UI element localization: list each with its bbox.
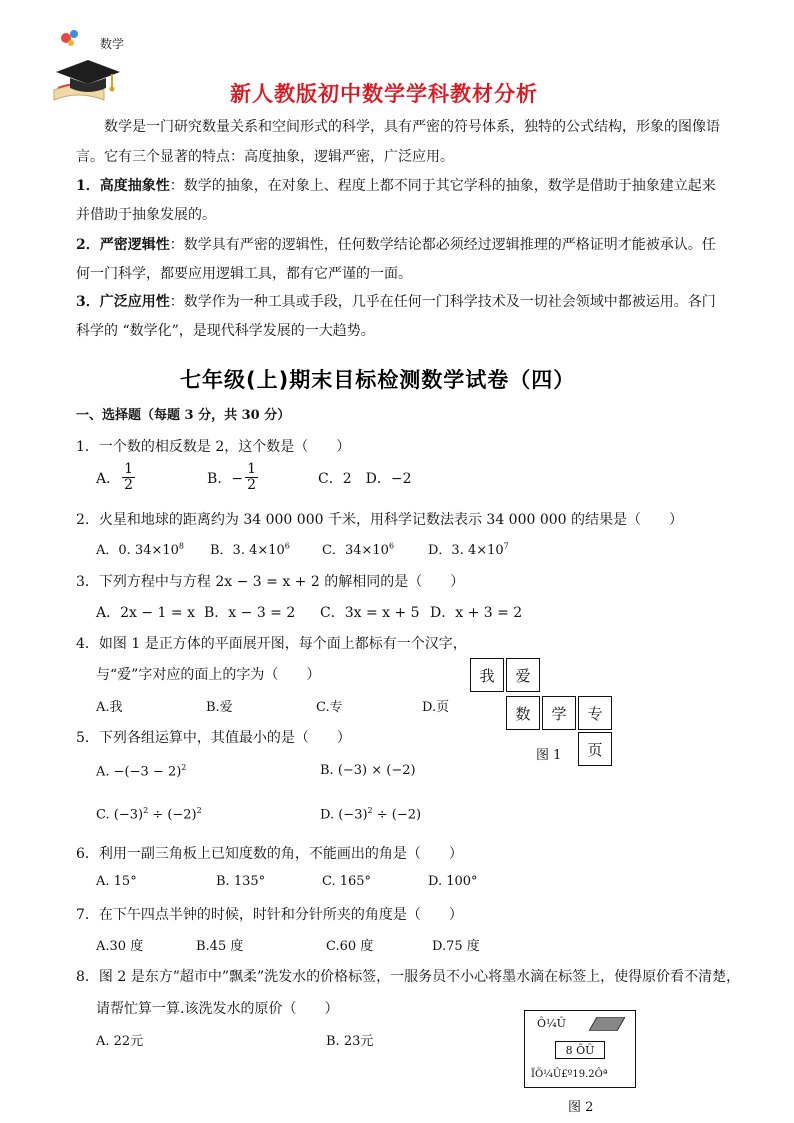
feature-2	[76, 234, 716, 254]
feature-1-line2: 并借助于抽象发展的。	[76, 207, 216, 223]
q4-option-d: D.页	[422, 700, 450, 715]
question-5: 5．下列各组运算中，其值最小的是（ ）	[76, 730, 351, 746]
header-title: 新人教版初中数学学科教材分析	[230, 82, 538, 106]
feature-2-text: ：数学具有严密的逻辑性，任何数学结论都必须经过逻辑推理的严格证明才能被承认。任	[169, 237, 716, 253]
intro-paragraph-line1: 数学是一门研究数量关系和空间形式的科学，具有严密的符号体系，独特的公式结构，形象的图像语	[104, 119, 720, 135]
q4-option-a: A.我	[96, 700, 123, 715]
net-cell: 页	[578, 732, 612, 766]
q7-option-a: A.30 度	[96, 939, 144, 954]
fraction-numerator: 1	[124, 461, 134, 477]
q2-option-b: B．3. $4\times 10^6$	[210, 541, 290, 558]
q2-option-d: D．3. $4\times 10^7$	[428, 541, 509, 558]
feature-2-line2: 何一门科学，都要应用逻辑工具，都有它严谨的一面。	[76, 266, 412, 282]
q1-option-a-fraction	[122, 462, 135, 494]
tag-current-price: ÏÖ¼Û£º19.2Ôª	[531, 1069, 608, 1080]
q1-option-a-label: A．	[96, 470, 121, 487]
fraction-denominator: 2	[247, 477, 256, 494]
feature-1-text: ：数学的抽象，在对象上、程度上都不同于其它学科的抽象，数学是借助于抽象建立起来	[169, 178, 716, 194]
q6-option-b: B. 135°	[216, 874, 266, 889]
q8-option-a: A. 22元	[96, 1034, 144, 1049]
fraction-numerator: 1	[247, 461, 256, 477]
question-8-line2: 请帮忙算一算.该洗发水的原价（ ）	[96, 1001, 339, 1017]
q4-option-c: C.专	[316, 700, 343, 715]
q1-options	[96, 462, 411, 494]
question-4: 4．如图 1 是正方体的平面展开图，每个面上都标有一个汉字，	[76, 636, 467, 652]
tag-discount-box	[555, 1041, 605, 1059]
q7-option-c: C.60 度	[326, 939, 374, 954]
q3-option-d: D．x + 3 = 2	[430, 605, 523, 621]
section-heading: 一、选择题（每题 3 分，共 30 分）	[76, 408, 291, 423]
ink-blot-parallelogram	[589, 1017, 625, 1031]
net-cell: 专	[578, 696, 612, 730]
q2-option-c: C．$34\times 10^6$	[322, 541, 395, 558]
q2-option-a: A．0. $34\times 10^8$	[96, 541, 184, 558]
q5-option-c: C. $(-3)^2 \div (-2)^2$	[96, 806, 202, 823]
net-cell: 学	[542, 696, 576, 730]
question-7: 7．在下午四点半钟的时候，时针和分针所夹的角度是（ ）	[76, 907, 463, 923]
q3-option-c: C．3x = x + 5	[320, 605, 420, 621]
question-6: 6．利用一副三角板上已知度数的角，不能画出的角是（ ）	[76, 846, 463, 862]
q4-option-b: B.爱	[206, 700, 233, 715]
question-8: 8．图 2 是东方”超市中”飘柔”洗发水的价格标签，一服务员不小心将墨水滴在标签上，使得原价看不清楚，	[76, 969, 741, 985]
figure-1-caption: 图 1	[536, 748, 562, 763]
q5-option-a: A. $-(-3 - 2)^2$	[96, 763, 187, 780]
q5-option-b: B. (−3) × (−2)	[320, 763, 416, 778]
figure-2-caption: 图 2	[568, 1100, 594, 1115]
tag-discount-label: 8 ÕÛ	[565, 1043, 595, 1057]
feature-2-label: 2．严密逻辑性	[76, 237, 170, 253]
feature-3	[76, 291, 716, 311]
feature-3-line2: 科学的 “数学化”，是现代科学发展的一大趋势。	[76, 323, 375, 339]
net-cell: 我	[470, 658, 504, 692]
q3-option-a: A．2x − 1 = x	[96, 605, 195, 621]
q6-option-c: C. 165°	[322, 874, 372, 889]
figure-2-price-tag	[524, 1010, 636, 1088]
net-cell: 爱	[506, 658, 540, 692]
q1-option-b-fraction	[245, 462, 258, 494]
q7-option-b: B.45 度	[196, 939, 244, 954]
exam-title: 七年级(上)期末目标检测数学试卷（四）	[180, 368, 576, 392]
feature-3-label: 3．广泛应用性	[76, 294, 170, 310]
q5-option-d: D. $(-3)^2 \div (-2)$	[320, 806, 422, 823]
q3-option-b: B．x − 3 = 2	[204, 605, 296, 621]
intro-paragraph-line2: 言。它有三个显著的特点：高度抽象，逻辑严密，广泛应用。	[76, 149, 454, 165]
tag-original-price-label: Ô¼Û	[537, 1017, 566, 1030]
q8-option-b: B. 23元	[326, 1034, 374, 1049]
question-2: 2．火星和地球的距离约为 34 000 000 千米，用科学记数法表示 34 000 000 的结果是（ ）	[76, 512, 684, 528]
net-cell: 数	[506, 696, 540, 730]
figure-1-cube-net	[470, 656, 630, 786]
question-4-line2: 与“爱”字对应的面上的字为（ ）	[96, 667, 321, 683]
question-1: 1．一个数的相反数是 2，这个数是（ ）	[76, 439, 351, 455]
q1-option-cd: C．2 D．−2	[318, 470, 412, 487]
feature-1	[76, 175, 716, 195]
q6-option-a: A. 15°	[96, 874, 137, 889]
q7-option-d: D.75 度	[432, 939, 480, 954]
feature-3-text: ：数学作为一种工具或手段，几乎在任何一门科学技术及一切社会领域中都被运用。各门	[169, 294, 716, 310]
q6-option-d: D. 100°	[428, 874, 478, 889]
question-3: 3．下列方程中与方程 2x − 3 = x + 2 的解相同的是（ ）	[76, 574, 465, 590]
feature-1-label: 1．高度抽象性	[76, 178, 170, 194]
q1-option-b-label: B．−	[207, 470, 244, 487]
logo-label: 数学	[100, 37, 125, 51]
fraction-denominator: 2	[124, 477, 134, 494]
